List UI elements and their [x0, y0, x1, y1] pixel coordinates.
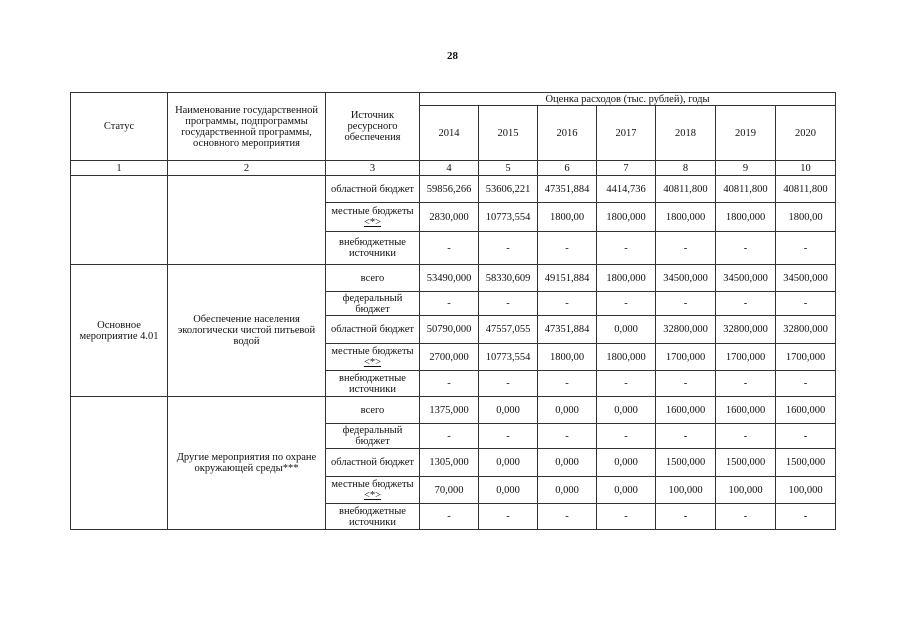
source-cell — [326, 203, 420, 232]
value-cell: - — [716, 232, 776, 265]
value-cell: - — [597, 371, 656, 397]
source-cell — [326, 504, 420, 530]
value-cell: 1500,000 — [656, 449, 716, 477]
measure-name-cell: Другие мероприятия по охране окружающей среды*** — [168, 397, 326, 530]
value-cell: 100,000 — [656, 477, 716, 504]
header-status: Статус — [71, 93, 168, 161]
source-label: всего — [360, 404, 385, 416]
value-cell: 47351,884 — [538, 176, 597, 203]
value-cell: - — [716, 371, 776, 397]
column-number: 5 — [479, 161, 538, 176]
value-cell: 32800,000 — [716, 316, 776, 344]
value-cell: - — [479, 504, 538, 530]
value-cell: - — [597, 504, 656, 530]
value-cell: 58330,609 — [479, 265, 538, 292]
value-cell: 1375,000 — [420, 397, 479, 424]
value-cell: - — [656, 424, 716, 449]
header-estimate: Оценка расходов (тыс. рублей), годы — [420, 93, 836, 106]
status-cell: Основное мероприятие 4.01 — [71, 265, 168, 397]
value-cell: 1305,000 — [420, 449, 479, 477]
value-cell: - — [776, 424, 836, 449]
status-cell — [71, 176, 168, 265]
value-cell: 2700,000 — [420, 344, 479, 371]
value-cell: 40811,800 — [776, 176, 836, 203]
source-label: внебюджетные источники — [339, 372, 406, 395]
value-cell: 1500,000 — [776, 449, 836, 477]
value-cell: 1700,000 — [716, 344, 776, 371]
value-cell: - — [420, 292, 479, 316]
year-header: 2020 — [776, 106, 836, 161]
value-cell: 0,000 — [538, 397, 597, 424]
value-cell: 1800,000 — [597, 344, 656, 371]
value-cell: - — [420, 424, 479, 449]
column-number: 8 — [656, 161, 716, 176]
value-cell: - — [716, 504, 776, 530]
value-cell: - — [776, 371, 836, 397]
header-name: Наименование государственной программы, подпрограммы государственной программы, основного мероприятия — [168, 93, 326, 161]
value-cell: 34500,000 — [776, 265, 836, 292]
column-number-row — [71, 161, 836, 176]
source-cell — [326, 232, 420, 265]
value-cell: 4414,736 — [597, 176, 656, 203]
source-cell — [326, 397, 420, 424]
value-cell: 0,000 — [479, 477, 538, 504]
page-number: 28 — [447, 50, 458, 62]
value-cell: - — [479, 424, 538, 449]
value-cell: - — [656, 292, 716, 316]
source-cell — [326, 449, 420, 477]
source-label: местные бюджеты — [331, 346, 414, 357]
value-cell: 0,000 — [538, 449, 597, 477]
footnote-mark: <*> — [363, 357, 382, 368]
column-number: 3 — [326, 161, 420, 176]
value-cell: 1800,00 — [538, 203, 597, 232]
value-cell: 10773,554 — [479, 203, 538, 232]
year-header: 2015 — [479, 106, 538, 161]
source-label: местные бюджеты — [331, 206, 414, 217]
year-header: 2014 — [420, 106, 479, 161]
source-cell — [326, 176, 420, 203]
value-cell: 32800,000 — [776, 316, 836, 344]
value-cell: 1700,000 — [776, 344, 836, 371]
value-cell: 1800,00 — [538, 344, 597, 371]
source-cell — [326, 477, 420, 504]
column-number: 4 — [420, 161, 479, 176]
value-cell: 32800,000 — [656, 316, 716, 344]
value-cell: 34500,000 — [656, 265, 716, 292]
value-cell: 0,000 — [538, 477, 597, 504]
value-cell: - — [597, 232, 656, 265]
source-cell — [326, 265, 420, 292]
value-cell: - — [716, 292, 776, 316]
footnote-mark: <*> — [363, 217, 382, 228]
source-label: областной бюджет — [331, 457, 414, 468]
column-number: 6 — [538, 161, 597, 176]
year-header: 2016 — [538, 106, 597, 161]
source-label: федеральный бюджет — [342, 292, 403, 315]
value-cell: 2830,000 — [420, 203, 479, 232]
value-cell: 1600,000 — [656, 397, 716, 424]
value-cell: 47557,055 — [479, 316, 538, 344]
value-cell: 40811,800 — [716, 176, 776, 203]
value-cell: 1700,000 — [656, 344, 716, 371]
value-cell: - — [479, 371, 538, 397]
value-cell: 1600,000 — [716, 397, 776, 424]
value-cell: - — [776, 232, 836, 265]
value-cell: - — [716, 424, 776, 449]
value-cell: - — [597, 292, 656, 316]
value-cell: 0,000 — [479, 397, 538, 424]
measure-name-cell: Обеспечение населения экологически чистой питьевой водой — [168, 265, 326, 397]
source-label: внебюджетные источники — [339, 505, 406, 528]
footnote-mark: <*> — [363, 490, 382, 501]
value-cell: - — [656, 504, 716, 530]
value-cell: - — [597, 424, 656, 449]
value-cell: 50790,000 — [420, 316, 479, 344]
source-cell — [326, 371, 420, 397]
value-cell: 1800,000 — [656, 203, 716, 232]
source-label: внебюджетные источники — [339, 237, 406, 259]
table-row — [71, 176, 836, 203]
value-cell: - — [538, 424, 597, 449]
source-label: областной бюджет — [331, 324, 414, 335]
value-cell: - — [479, 292, 538, 316]
header-source: Источник ресурсного обеспечения — [326, 93, 420, 161]
value-cell: 1600,000 — [776, 397, 836, 424]
value-cell: - — [420, 504, 479, 530]
value-cell: 53606,221 — [479, 176, 538, 203]
value-cell: 1500,000 — [716, 449, 776, 477]
value-cell: 53490,000 — [420, 265, 479, 292]
value-cell: 0,000 — [597, 316, 656, 344]
source-label: местные бюджеты — [331, 479, 414, 490]
table-row — [71, 265, 836, 292]
column-number: 2 — [168, 161, 326, 176]
value-cell: 1800,000 — [716, 203, 776, 232]
value-cell: - — [538, 292, 597, 316]
value-cell: 40811,800 — [656, 176, 716, 203]
value-cell: 1800,000 — [597, 265, 656, 292]
header-row — [71, 93, 836, 106]
column-number: 1 — [71, 161, 168, 176]
year-header: 2019 — [716, 106, 776, 161]
value-cell: 34500,000 — [716, 265, 776, 292]
value-cell: 0,000 — [597, 397, 656, 424]
value-cell: - — [656, 371, 716, 397]
value-cell: 100,000 — [776, 477, 836, 504]
table-row — [71, 397, 836, 424]
column-number: 7 — [597, 161, 656, 176]
value-cell: 70,000 — [420, 477, 479, 504]
value-cell: 0,000 — [597, 477, 656, 504]
value-cell: 47351,884 — [538, 316, 597, 344]
status-cell — [71, 397, 168, 530]
value-cell: 100,000 — [716, 477, 776, 504]
source-cell — [326, 344, 420, 371]
value-cell: - — [538, 504, 597, 530]
source-cell — [326, 316, 420, 344]
measure-name-cell — [168, 176, 326, 265]
value-cell: - — [538, 371, 597, 397]
value-cell: - — [420, 371, 479, 397]
value-cell: - — [776, 292, 836, 316]
column-number: 10 — [776, 161, 836, 176]
value-cell: 0,000 — [479, 449, 538, 477]
source-label: федеральный бюджет — [342, 425, 403, 447]
value-cell: - — [776, 504, 836, 530]
value-cell: - — [420, 232, 479, 265]
source-cell — [326, 292, 420, 316]
value-cell: - — [656, 232, 716, 265]
year-header: 2018 — [656, 106, 716, 161]
source-cell — [326, 424, 420, 449]
budget-table — [70, 92, 836, 530]
value-cell: 1800,00 — [776, 203, 836, 232]
source-label: областной бюджет — [331, 183, 414, 195]
value-cell: 0,000 — [597, 449, 656, 477]
value-cell: - — [479, 232, 538, 265]
value-cell: 59856,266 — [420, 176, 479, 203]
value-cell: - — [538, 232, 597, 265]
value-cell: 10773,554 — [479, 344, 538, 371]
year-header: 2017 — [597, 106, 656, 161]
value-cell: 1800,000 — [597, 203, 656, 232]
source-label: всего — [360, 272, 385, 284]
value-cell: 49151,884 — [538, 265, 597, 292]
column-number: 9 — [716, 161, 776, 176]
